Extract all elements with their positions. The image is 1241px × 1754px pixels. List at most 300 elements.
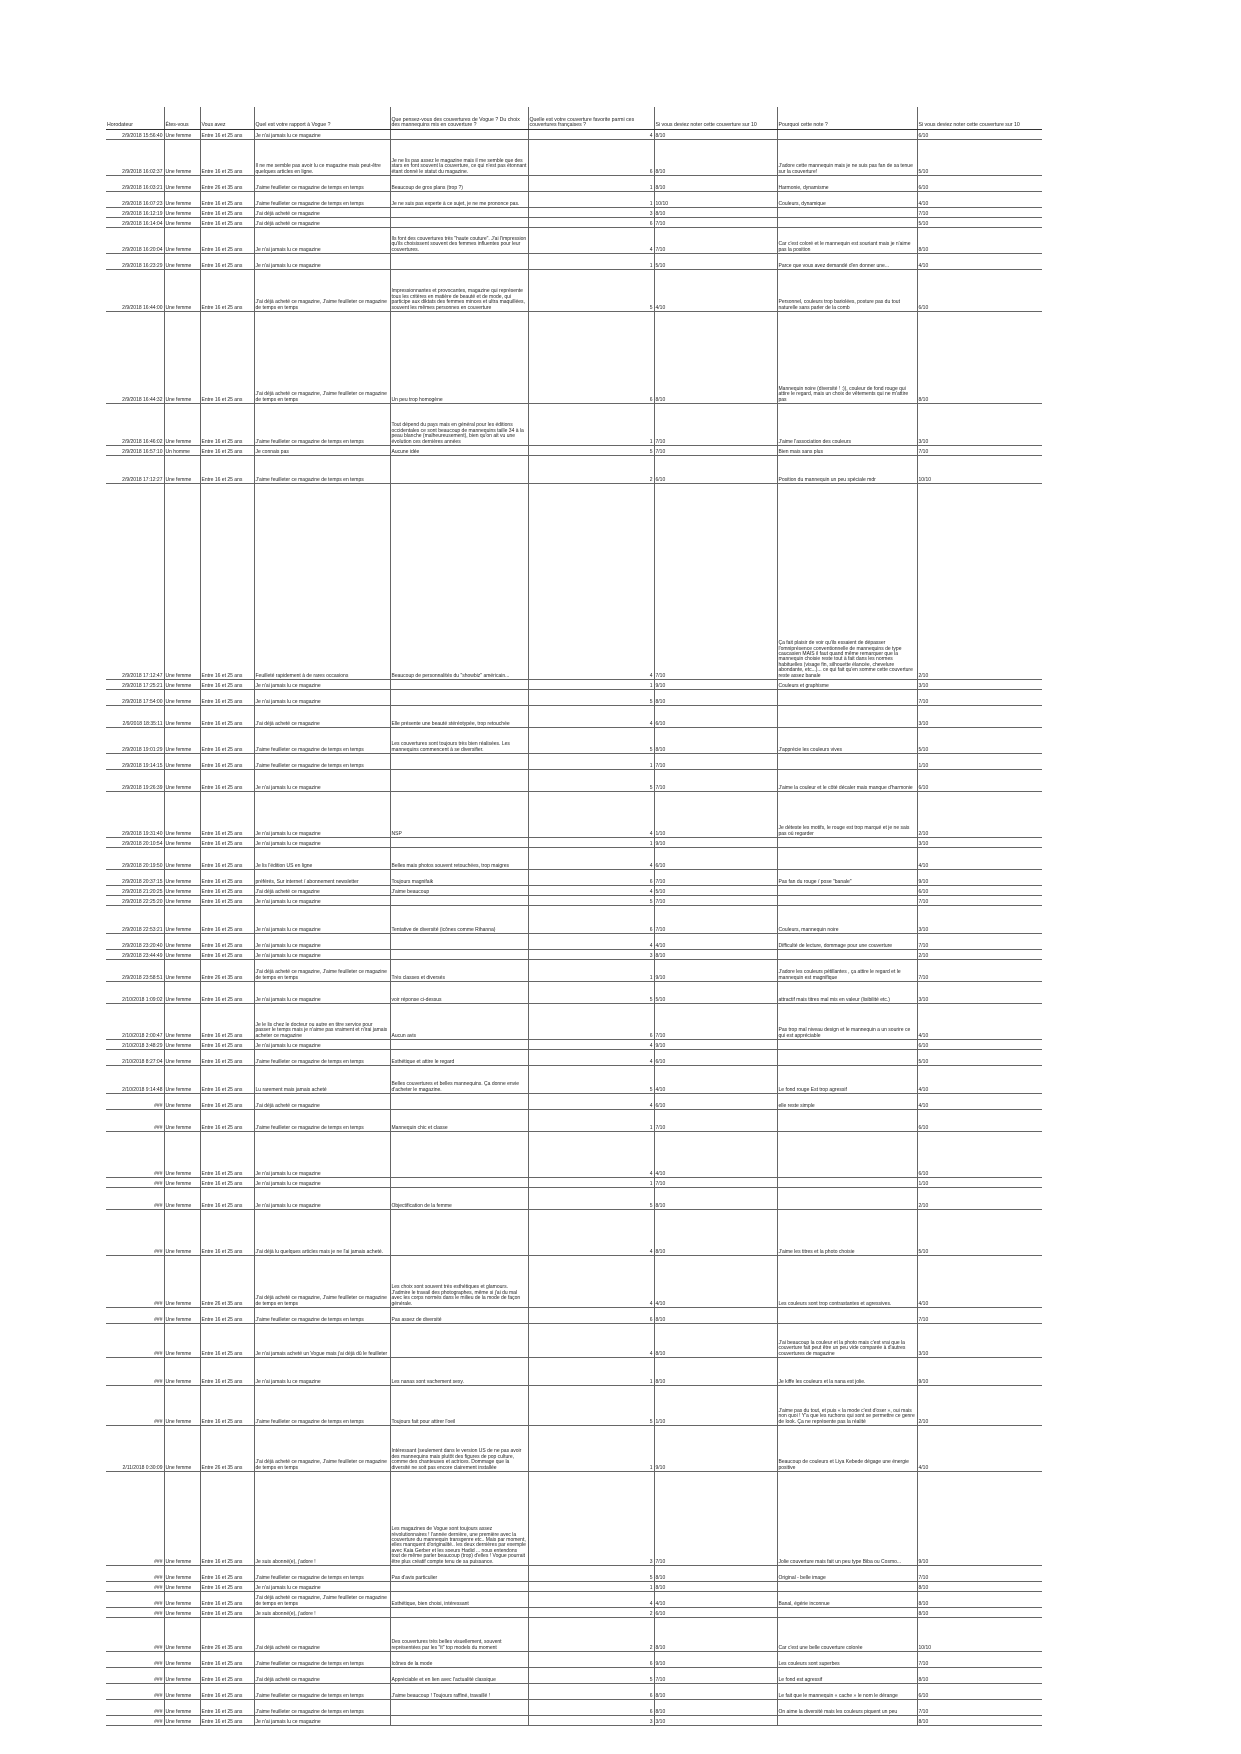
- cover-rating-1-cell: 8/10: [654, 1324, 777, 1358]
- opinion-cell: [390, 1582, 528, 1592]
- age-cell: Entre 16 et 25 ans: [200, 934, 254, 950]
- favorite-cover-index-cell: [528, 1386, 654, 1426]
- cover-rating-1-cell: 7/10: [654, 754, 777, 770]
- gender-cell: Une femme: [164, 1592, 200, 1608]
- table-row: [106, 706, 1042, 728]
- favorite-cover-index: 6: [649, 1692, 653, 1699]
- age-cell: Entre 16 et 25 ans: [200, 680, 254, 690]
- cover-rating-2-cell: 7/10: [917, 960, 1042, 982]
- timestamp-cell: 2/9/2018 16:03:21: [106, 176, 164, 192]
- opinion-cell: [390, 690, 528, 706]
- favorite-cover-index-cell: [528, 1618, 654, 1652]
- relationship-cell: Je connais pas: [254, 446, 390, 456]
- timestamp-cell: 2/9/2018 23:20:40: [106, 934, 164, 950]
- cover-rating-1-cell: 10/10: [654, 192, 777, 208]
- table-row: [106, 1700, 1042, 1716]
- timestamp-cell: ###: [106, 1132, 164, 1178]
- cover-rating-1-cell: 8/10: [654, 1188, 777, 1210]
- cover-rating-2-cell: 3/10: [917, 680, 1042, 690]
- gender-cell: Une femme: [164, 1188, 200, 1210]
- why-rating-cell: [777, 1188, 917, 1210]
- cover-rating-2-cell: 5/10: [917, 1210, 1042, 1256]
- opinion-cell: [390, 754, 528, 770]
- table-row: [106, 1132, 1042, 1178]
- table-row: [106, 1592, 1042, 1608]
- favorite-cover-index: 4: [649, 1300, 653, 1307]
- gender-cell: Une femme: [164, 208, 200, 218]
- favorite-cover-index-cell: [528, 1188, 654, 1210]
- opinion-cell: Elle présente une beauté stéréotypée, trop retouchée: [390, 706, 528, 728]
- timestamp-cell: 2/9/2018 22:25:20: [106, 896, 164, 906]
- relationship-cell: J'ai déjà acheté ce magazine: [254, 1668, 390, 1684]
- favorite-cover-index-cell: [528, 1582, 654, 1592]
- relationship-cell: J'aime feuilleter ce magazine de temps en temps: [254, 1050, 390, 1066]
- cover-rating-2-cell: 4/10: [917, 1094, 1042, 1110]
- cover-rating-2-cell: 7/10: [917, 1566, 1042, 1582]
- cover-rating-1-cell: 8/10: [654, 1308, 777, 1324]
- gender-cell: Une femme: [164, 1050, 200, 1066]
- table-row: [106, 754, 1042, 770]
- cover-rating-1-cell: 8/10: [654, 130, 777, 140]
- cover-rating-2-cell: 1/10: [917, 754, 1042, 770]
- favorite-cover-index-cell: [528, 960, 654, 982]
- favorite-cover-index: 3: [649, 1718, 653, 1725]
- why-rating-cell: Ça fait plaisir de voir qu'ils essaient de dépasser l'omniprésence conventionnelle de mannequins de type caucasien MAIS il faut quand même remarquer que la mannequin choisie reste tout à fait dans les normes habituelles (visage fin, silhouette élancée, chevelure abondante, etc...)... ce qui fait qu'en somme cette couverture reste assez banale: [777, 484, 917, 680]
- favorite-cover-index-cell: [528, 1110, 654, 1132]
- cover-rating-1-cell: 8/10: [654, 1618, 777, 1652]
- table-row: [106, 176, 1042, 192]
- age-cell: Entre 16 et 25 ans: [200, 130, 254, 140]
- age-cell: Entre 16 et 25 ans: [200, 982, 254, 1004]
- why-rating-cell: Car c'est coloré et le mannequin est souriant mais je n'aime pas la position: [777, 228, 917, 254]
- favorite-cover-index: 4: [649, 1170, 653, 1177]
- gender-cell: Une femme: [164, 838, 200, 848]
- opinion-cell: NSP: [390, 792, 528, 838]
- timestamp-cell: 2/9/2018 16:12:19: [106, 208, 164, 218]
- favorite-cover-index-cell: [528, 1652, 654, 1668]
- why-rating-cell: Harmonie, dynamisme: [777, 176, 917, 192]
- age-cell: Entre 16 et 25 ans: [200, 312, 254, 404]
- cover-rating-1-cell: 9/10: [654, 960, 777, 982]
- age-cell: Entre 26 et 35 ans: [200, 1618, 254, 1652]
- why-rating-cell: Personnel, couleurs trop bariolées, posture pas du tout naturelle sans parler de la comb: [777, 270, 917, 312]
- gender-cell: Une femme: [164, 1040, 200, 1050]
- why-rating-cell: [777, 886, 917, 896]
- favorite-cover-index-cell: [528, 982, 654, 1004]
- timestamp-cell: ###: [106, 1324, 164, 1358]
- why-rating-cell: Original - belle image: [777, 1566, 917, 1582]
- favorite-cover-index-cell: [528, 690, 654, 706]
- relationship-cell: Je n'ai jamais lu ce magazine: [254, 982, 390, 1004]
- age-cell: Entre 16 et 25 ans: [200, 706, 254, 728]
- favorite-cover-index-cell: [528, 1716, 654, 1726]
- opinion-cell: [390, 1178, 528, 1188]
- table-row: [106, 960, 1042, 982]
- relationship-cell: Je n'ai jamais lu ce magazine: [254, 1040, 390, 1050]
- why-rating-cell: Je kiffe les couleurs et la nana est jolie.: [777, 1358, 917, 1386]
- timestamp-cell: 2/9/2018 15:56:40: [106, 130, 164, 140]
- age-cell: Entre 16 et 25 ans: [200, 728, 254, 754]
- gender-cell: Une femme: [164, 896, 200, 906]
- timestamp-cell: ###: [106, 1582, 164, 1592]
- age-cell: Entre 16 et 25 ans: [200, 1652, 254, 1668]
- favorite-cover-index-cell: [528, 1178, 654, 1188]
- timestamp-cell: 2/9/2018 20:19:50: [106, 848, 164, 870]
- table-row: [106, 1094, 1042, 1110]
- opinion-cell: Pas d'avis particulier: [390, 1566, 528, 1582]
- favorite-cover-index-cell: [528, 176, 654, 192]
- why-rating-cell: Pas trop mal niveau design et le mannequin a un sourire ce qui est appréciable: [777, 1004, 917, 1040]
- relationship-cell: J'ai déjà acheté ce magazine, J'aime feuilleter ce magazine de temps en temps: [254, 1592, 390, 1608]
- gender-cell: Une femme: [164, 1386, 200, 1426]
- favorite-cover-index-cell: [528, 192, 654, 208]
- age-cell: Entre 16 et 25 ans: [200, 950, 254, 960]
- relationship-cell: Je n'ai jamais lu ce magazine: [254, 254, 390, 270]
- cover-rating-1-cell: 8/10: [654, 140, 777, 176]
- cover-rating-2-cell: 5/10: [917, 140, 1042, 176]
- cover-rating-2-cell: 3/10: [917, 982, 1042, 1004]
- cover-rating-2-cell: 7/10: [917, 1308, 1042, 1324]
- cover-rating-2-cell: 8/10: [917, 1668, 1042, 1684]
- favorite-cover-index-cell: [528, 1132, 654, 1178]
- cover-rating-2-cell: 3/10: [917, 838, 1042, 848]
- timestamp-cell: 2/9/2018 16:57:10: [106, 446, 164, 456]
- opinion-cell: [390, 838, 528, 848]
- relationship-cell: Je n'ai jamais lu ce magazine: [254, 1582, 390, 1592]
- favorite-cover-index-cell: [528, 208, 654, 218]
- gender-cell: Une femme: [164, 140, 200, 176]
- timestamp-cell: 2/9/2018 18:35:11: [106, 706, 164, 728]
- why-rating-cell: [777, 1132, 917, 1178]
- gender-cell: Une femme: [164, 192, 200, 208]
- why-rating-cell: [777, 950, 917, 960]
- gender-cell: Une femme: [164, 1716, 200, 1726]
- table-row: [106, 1256, 1042, 1308]
- relationship-cell: J'ai déjà acheté ce magazine, J'aime feuilleter ce magazine de temps en temps: [254, 960, 390, 982]
- favorite-cover-index-cell: [528, 1324, 654, 1358]
- timestamp-cell: 2/9/2018 23:44:49: [106, 950, 164, 960]
- favorite-cover-index-cell: [528, 1472, 654, 1566]
- age-cell: Entre 16 et 25 ans: [200, 1700, 254, 1716]
- relationship-cell: Je n'ai jamais lu ce magazine: [254, 1132, 390, 1178]
- cover-rating-1-cell: 3/10: [654, 1716, 777, 1726]
- favorite-cover-index: 3: [649, 952, 653, 959]
- cover-rating-1-cell: 8/10: [654, 208, 777, 218]
- gender-cell: Une femme: [164, 484, 200, 680]
- header-horodateur: Horodateur: [106, 107, 164, 130]
- relationship-cell: Je n'ai jamais lu ce magazine: [254, 906, 390, 934]
- opinion-cell: Tout dépend du pays mais en général pour les éditions occidentales ce sont beaucoup de mannequins taille 34 à la peau blanche (malheureusement), bien qu'on ait vu une évolution ces dernières années: [390, 404, 528, 446]
- cover-rating-1-cell: 8/10: [654, 1700, 777, 1716]
- age-cell: Entre 16 et 25 ans: [200, 254, 254, 270]
- opinion-cell: Des couvertures très belles visuellement, souvent représentées par les "it" top models du moment: [390, 1618, 528, 1652]
- favorite-cover-index: 6: [649, 220, 653, 227]
- header-why-rating: Pourquoi cette note ?: [777, 107, 917, 130]
- relationship-cell: Je n'ai jamais lu ce magazine: [254, 838, 390, 848]
- favorite-cover-index: 4: [649, 1102, 653, 1109]
- favorite-cover-index-cell: [528, 254, 654, 270]
- gender-cell: Une femme: [164, 456, 200, 484]
- header-opinion: Que pensez-vous des couvertures de Vogue ? Du choix des mannequins mis en couverture ?: [390, 107, 528, 130]
- table-row: [106, 1004, 1042, 1040]
- favorite-cover-index: 3: [649, 1558, 653, 1565]
- cover-rating-1-cell: 8/10: [654, 950, 777, 960]
- table-row: [106, 270, 1042, 312]
- header-relationship: Quel est votre rapport à Vogue ?: [254, 107, 390, 130]
- favorite-cover-index-cell: [528, 1004, 654, 1040]
- age-cell: Entre 16 et 25 ans: [200, 1040, 254, 1050]
- cover-rating-1-cell: 6/10: [654, 848, 777, 870]
- why-rating-cell: [777, 838, 917, 848]
- timestamp-cell: 2/10/2018 9:14:48: [106, 1066, 164, 1094]
- timestamp-cell: 2/9/2018 16:44:32: [106, 312, 164, 404]
- age-cell: Entre 16 et 25 ans: [200, 218, 254, 228]
- cover-rating-2-cell: 4/10: [917, 192, 1042, 208]
- relationship-cell: J'aime feuilleter ce magazine de temps en temps: [254, 1110, 390, 1132]
- favorite-cover-index-cell: [528, 1210, 654, 1256]
- responses-table: [106, 107, 1042, 1726]
- why-rating-cell: Les couleurs sont superbes: [777, 1652, 917, 1668]
- table-row: [106, 728, 1042, 754]
- cover-rating-1-cell: 1/10: [654, 1386, 777, 1426]
- cover-rating-1-cell: 8/10: [654, 1566, 777, 1582]
- why-rating-cell: J'aime l'association des couleurs: [777, 404, 917, 446]
- why-rating-cell: Je déteste les motifs, le rouge est trop marqué et je ne sais pas où regarder: [777, 792, 917, 838]
- age-cell: Entre 16 et 25 ans: [200, 896, 254, 906]
- gender-cell: Une femme: [164, 1472, 200, 1566]
- table-row: [106, 456, 1042, 484]
- cover-rating-2-cell: 5/10: [917, 218, 1042, 228]
- gender-cell: Une femme: [164, 690, 200, 706]
- opinion-cell: Les magazines de Vogue sont toujours assez révolutionnaires ! l'année dernière, une première avec la couverture du mannequin transgenre etc.. Mais par moment, elles manquent d'originalité.. les deux dernières par exemple avec Kaia Gerber et les soeurs Hadid ... nous entendons tout de même parler beaucoup (trop) d'elles ! Vogue pourrait être plus créatif compte tenu de sa puissance.: [390, 1472, 528, 1566]
- relationship-cell: J'ai déjà acheté ce magazine: [254, 1094, 390, 1110]
- favorite-cover-index-cell: [528, 1066, 654, 1094]
- favorite-cover-index-cell: [528, 770, 654, 792]
- favorite-cover-index: 4: [649, 720, 653, 727]
- table-row: [106, 1210, 1042, 1256]
- cover-rating-2-cell: 1/10: [917, 1178, 1042, 1188]
- table-row: [106, 1040, 1042, 1050]
- favorite-cover-index-cell: [528, 140, 654, 176]
- gender-cell: Un homme: [164, 446, 200, 456]
- table-row: [106, 982, 1042, 1004]
- relationship-cell: Je n'ai jamais lu ce magazine: [254, 896, 390, 906]
- gender-cell: Une femme: [164, 848, 200, 870]
- gender-cell: Une femme: [164, 176, 200, 192]
- favorite-cover-index-cell: [528, 1256, 654, 1308]
- opinion-cell: Impressionnantes et provocantes, magazine qui représente tous les critères en matière de beauté et de mode, qui participe aux diktats des femmes minces et ultra maquillées, souvent les mêmes personnes en couverture: [390, 270, 528, 312]
- table-row: [106, 1426, 1042, 1472]
- favorite-cover-index: 1: [649, 1584, 653, 1591]
- cover-rating-2-cell: 7/10: [917, 446, 1042, 456]
- why-rating-cell: [777, 754, 917, 770]
- opinion-cell: Toujours fait pour attirer l'oeil: [390, 1386, 528, 1426]
- age-cell: Entre 16 et 25 ans: [200, 1110, 254, 1132]
- gender-cell: Une femme: [164, 680, 200, 690]
- table-row: [106, 218, 1042, 228]
- favorite-cover-index: 4: [649, 672, 653, 679]
- cover-rating-1-cell: 7/10: [654, 906, 777, 934]
- why-rating-cell: Beaucoup de couleurs et Liya Kebede dégage une énergie positive: [777, 1426, 917, 1472]
- cover-rating-2-cell: 6/10: [917, 270, 1042, 312]
- why-rating-cell: J'apprécie les couleurs vives: [777, 728, 917, 754]
- gender-cell: Une femme: [164, 130, 200, 140]
- timestamp-cell: 2/9/2018 16:07:23: [106, 192, 164, 208]
- why-rating-cell: Bien mais sans plus: [777, 446, 917, 456]
- why-rating-cell: J'ai beaucoup la couleur et la photo mais c'est vrai que la couverture fait peut être un peu vide comparée à d'autres couvertures de magazine: [777, 1324, 917, 1358]
- relationship-cell: J'aime feuilleter ce magazine de temps en temps: [254, 404, 390, 446]
- age-cell: Entre 16 et 25 ans: [200, 1132, 254, 1178]
- timestamp-cell: 2/10/2018 3:48:29: [106, 1040, 164, 1050]
- why-rating-cell: Le fond est agressif: [777, 1668, 917, 1684]
- gender-cell: Une femme: [164, 228, 200, 254]
- cover-rating-2-cell: 3/10: [917, 906, 1042, 934]
- table-row: [106, 1188, 1042, 1210]
- relationship-cell: J'ai déjà lu quelques articles mais je ne l'ai jamais acheté.: [254, 1210, 390, 1256]
- table-row: [106, 312, 1042, 404]
- cover-rating-2-cell: 7/10: [917, 1652, 1042, 1668]
- timestamp-cell: ###: [106, 1716, 164, 1726]
- favorite-cover-index: 5: [649, 1202, 653, 1209]
- gender-cell: Une femme: [164, 1426, 200, 1472]
- favorite-cover-index: 5: [649, 698, 653, 705]
- opinion-cell: Belles mais photos souvent retouchées, trop maigres: [390, 848, 528, 870]
- favorite-cover-index: 5: [649, 996, 653, 1003]
- cover-rating-1-cell: 7/10: [654, 446, 777, 456]
- cover-rating-2-cell: 10/10: [917, 1618, 1042, 1652]
- gender-cell: Une femme: [164, 950, 200, 960]
- favorite-cover-index-cell: [528, 754, 654, 770]
- gender-cell: Une femme: [164, 1668, 200, 1684]
- relationship-cell: Je n'ai jamais lu ce magazine: [254, 1188, 390, 1210]
- age-cell: Entre 16 et 25 ans: [200, 140, 254, 176]
- favorite-cover-index: 1: [649, 840, 653, 847]
- opinion-cell: Intéressant (seulement dans le version US de ne pas avoir des mannequins mais plutôt des figures de pop culture, comme des chanteuses et actrices. Dommage que la diversité ne soit pas encore clairement installée: [390, 1426, 528, 1472]
- why-rating-cell: Pas fan du rouge / pose "banale": [777, 870, 917, 886]
- table-row: [106, 140, 1042, 176]
- cover-rating-2-cell: 8/10: [917, 228, 1042, 254]
- age-cell: Entre 16 et 25 ans: [200, 1066, 254, 1094]
- gender-cell: Une femme: [164, 792, 200, 838]
- relationship-cell: Je n'ai jamais lu ce magazine: [254, 690, 390, 706]
- why-rating-cell: [777, 848, 917, 870]
- cover-rating-1-cell: 9/10: [654, 1652, 777, 1668]
- timestamp-cell: ###: [106, 1178, 164, 1188]
- age-cell: Entre 16 et 25 ans: [200, 1684, 254, 1700]
- favorite-cover-index: 1: [649, 1124, 653, 1131]
- cover-rating-1-cell: 8/10: [654, 690, 777, 706]
- timestamp-cell: 2/11/2018 0:30:09: [106, 1426, 164, 1472]
- gender-cell: Une femme: [164, 728, 200, 754]
- relationship-cell: J'ai déjà acheté ce magazine: [254, 208, 390, 218]
- cover-rating-1-cell: 7/10: [654, 770, 777, 792]
- why-rating-cell: J'aime la couleur et le côté décaler mais manque d'harmonie: [777, 770, 917, 792]
- table-row: [106, 1324, 1042, 1358]
- favorite-cover-index: 6: [649, 168, 653, 175]
- cover-rating-1-cell: 9/10: [654, 1040, 777, 1050]
- opinion-cell: [390, 1716, 528, 1726]
- cover-rating-1-cell: 8/10: [654, 1582, 777, 1592]
- age-cell: Entre 16 et 25 ans: [200, 1608, 254, 1618]
- relationship-cell: J'aime feuilleter ce magazine de temps en temps: [254, 1308, 390, 1324]
- cover-rating-2-cell: 4/10: [917, 1066, 1042, 1094]
- why-rating-cell: Le fait que le mannequin « cache » le nom le dérange: [777, 1684, 917, 1700]
- timestamp-cell: 2/9/2018 22:53:21: [106, 906, 164, 934]
- why-rating-cell: J'adore cette mannequin mais je ne suis pas fan de sa tenue sur la couverture!: [777, 140, 917, 176]
- timestamp-cell: 2/10/2018 2:00:47: [106, 1004, 164, 1040]
- cover-rating-1-cell: 4/10: [654, 1066, 777, 1094]
- relationship-cell: J'ai déjà acheté ce magazine, J'aime feuilleter ce magazine de temps en temps: [254, 1256, 390, 1308]
- opinion-cell: Un peu trop homogène: [390, 312, 528, 404]
- favorite-cover-index: 1: [649, 184, 653, 191]
- table-row: [106, 208, 1042, 218]
- table-row: [106, 792, 1042, 838]
- table-row: [106, 906, 1042, 934]
- opinion-cell: [390, 934, 528, 950]
- why-rating-cell: Mannequin noire (diversité ! :)), couleur de fond rouge qui attire le regard, mais un choix de vêtements qui ne m'attire pas: [777, 312, 917, 404]
- cover-rating-2-cell: 7/10: [917, 208, 1042, 218]
- table-row: [106, 1358, 1042, 1386]
- cover-rating-2-cell: 6/10: [917, 886, 1042, 896]
- opinion-cell: [390, 254, 528, 270]
- cover-rating-1-cell: 5/10: [654, 254, 777, 270]
- relationship-cell: J'ai déjà acheté ce magazine: [254, 1618, 390, 1652]
- opinion-cell: Pas assez de diversité: [390, 1308, 528, 1324]
- cover-rating-2-cell: 6/10: [917, 770, 1042, 792]
- cover-rating-2-cell: 6/10: [917, 1684, 1042, 1700]
- why-rating-cell: On aime la diversité mais les couleurs piquent un peu: [777, 1700, 917, 1716]
- timestamp-cell: 2/9/2018 20:37:15: [106, 870, 164, 886]
- relationship-cell: Je n'ai jamais lu ce magazine: [254, 792, 390, 838]
- cover-rating-2-cell: 9/10: [917, 870, 1042, 886]
- gender-cell: Une femme: [164, 1004, 200, 1040]
- cover-rating-1-cell: 7/10: [654, 1004, 777, 1040]
- gender-cell: Une femme: [164, 1618, 200, 1652]
- age-cell: Entre 16 et 25 ans: [200, 1592, 254, 1608]
- why-rating-cell: Couleurs et graphisme: [777, 680, 917, 690]
- cover-rating-1-cell: 6/10: [654, 1050, 777, 1066]
- age-cell: Entre 26 et 35 ans: [200, 1256, 254, 1308]
- favorite-cover-index-cell: [528, 792, 654, 838]
- favorite-cover-index: 4: [649, 1600, 653, 1607]
- table-row: [106, 484, 1042, 680]
- why-rating-cell: [777, 1050, 917, 1066]
- age-cell: Entre 16 et 25 ans: [200, 754, 254, 770]
- gender-cell: Une femme: [164, 1210, 200, 1256]
- favorite-cover-index: 1: [649, 762, 653, 769]
- favorite-cover-index: 5: [649, 1086, 653, 1093]
- relationship-cell: Il ne me semble pas avoir lu ce magazine mais peut-être quelques articles en ligne.: [254, 140, 390, 176]
- table-row: [106, 1308, 1042, 1324]
- table-row: [106, 192, 1042, 208]
- opinion-cell: Tentative de diversité (icônes comme Rihanna): [390, 906, 528, 934]
- gender-cell: Une femme: [164, 906, 200, 934]
- relationship-cell: Je n'ai jamais lu ce magazine: [254, 680, 390, 690]
- opinion-cell: [390, 208, 528, 218]
- favorite-cover-index-cell: [528, 934, 654, 950]
- favorite-cover-index: 6: [649, 396, 653, 403]
- timestamp-cell: 2/9/2018 16:23:29: [106, 254, 164, 270]
- relationship-cell: J'aime feuilleter ce magazine de temps en temps: [254, 1386, 390, 1426]
- cover-rating-2-cell: 7/10: [917, 896, 1042, 906]
- gender-cell: Une femme: [164, 706, 200, 728]
- age-cell: Entre 16 et 25 ans: [200, 1210, 254, 1256]
- timestamp-cell: 2/9/2018 23:58:51: [106, 960, 164, 982]
- age-cell: Entre 16 et 25 ans: [200, 1050, 254, 1066]
- opinion-cell: J'aime beaucoup: [390, 886, 528, 896]
- relationship-cell: Je n'ai jamais lu ce magazine: [254, 228, 390, 254]
- opinion-cell: Je ne suis pas experte à ce sujet, je ne me prononce pas.: [390, 192, 528, 208]
